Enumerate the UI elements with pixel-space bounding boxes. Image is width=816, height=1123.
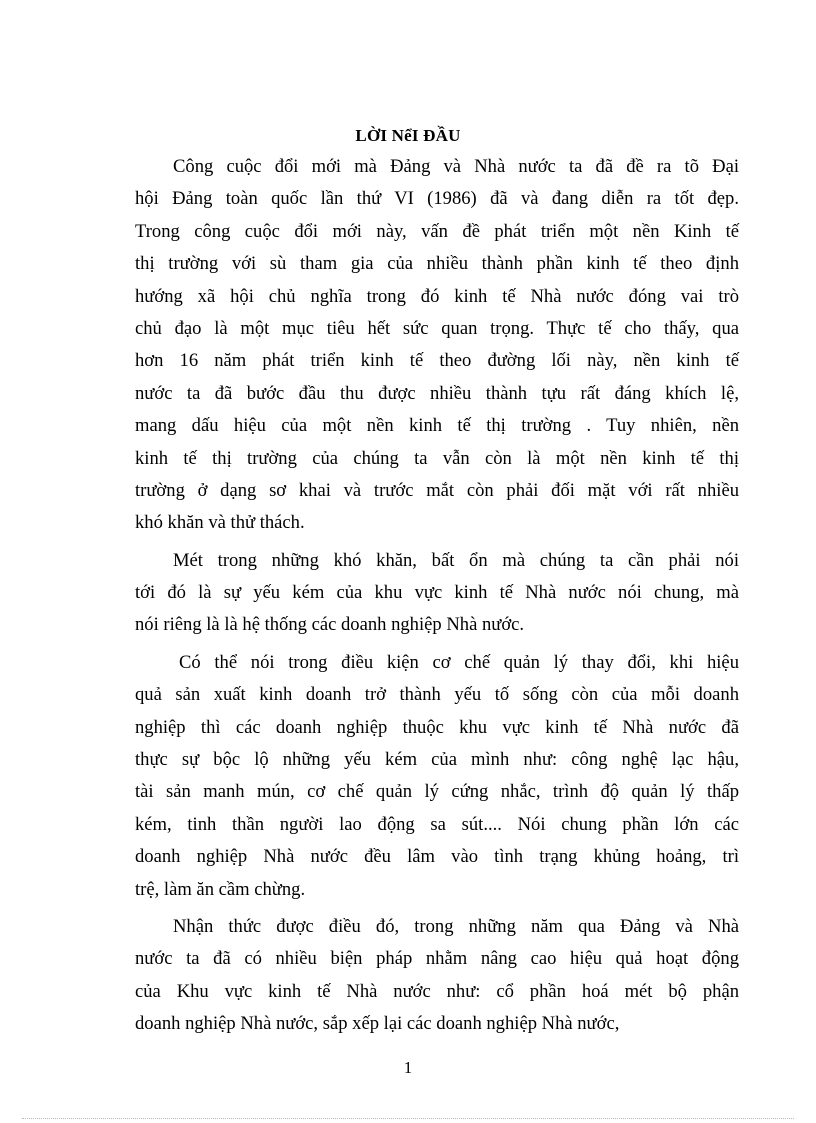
paragraph-line: hội Đảng toàn quốc lần thứ VI (1986) đã và đang diễn ra tốt đẹp. <box>135 188 739 210</box>
paragraph-line: Mét trong những khó khăn, bất ổn mà chúng ta cần phải nói <box>173 549 739 571</box>
document-body <box>135 151 739 1041</box>
paragraph-line: khó khăn và thử thách. <box>135 512 305 534</box>
paragraph-line: tới đó là sự yếu kém của khu vực kinh tế Nhà nước nói chung, mà <box>135 582 739 604</box>
paragraph-line: doanh nghiệp Nhà nước, sắp xếp lại các doanh nghiệp Nhà nước, <box>135 1013 620 1035</box>
paragraph-line: quả sản xuất kinh doanh trở thành yếu tố sống còn của mỗi doanh <box>135 684 739 706</box>
paragraph-line: trường ở dạng sơ khai và trước mắt còn phải đối mặt với rất nhiều <box>135 479 739 501</box>
paragraph <box>135 545 739 642</box>
paragraph-line: kém, tinh thần người lao động sa sút.... Nói chung phần lớn các <box>135 813 739 835</box>
paragraph <box>135 647 739 906</box>
paragraph-line: chủ đạo là một mục tiêu hết sức quan trọng. Thực tế cho thấy, qua <box>135 317 739 339</box>
paragraph-line: tài sản manh mún, cơ chế quản lý cứng nhắc, trình độ quản lý thấp <box>135 781 739 803</box>
paragraph-line: nước ta đã bước đầu thu được nhiều thành tựu rất đáng khích lệ, <box>135 382 739 404</box>
paragraph-line: Trong công cuộc đổi mới này, vấn đề phát triển một nền Kinh tế <box>135 220 739 242</box>
paragraph-line: hơn 16 năm phát triển kinh tế theo đường lối này, nền kinh tế <box>135 350 739 372</box>
paragraph-line: hướng xã hội chủ nghĩa trong đó kinh tế Nhà nước đóng vai trò <box>135 285 739 307</box>
paragraph-line: của Khu vực kinh tế Nhà nước như: cổ phần hoá mét bộ phận <box>135 980 739 1002</box>
page-bottom-divider <box>22 1118 794 1119</box>
paragraph-line: kinh tế thị trường của chúng ta vẫn còn là một nền kinh tế thị <box>135 447 739 469</box>
paragraph-line: nghiệp thì các doanh nghiệp thuộc khu vực kinh tế Nhà nước đã <box>135 716 739 738</box>
paragraph-line: thực sự bộc lộ những yếu kém của mình như: công nghệ lạc hậu, <box>135 749 739 771</box>
paragraph-line: nói riêng là là hệ thống các doanh nghiệp Nhà nước. <box>135 614 525 636</box>
paragraph-line: mang dấu hiệu của một nền kinh tế thị trường . Tuy nhiên, nền <box>135 415 739 437</box>
paragraph <box>135 151 739 540</box>
paragraph-line: Công cuộc đổi mới mà Đảng và Nhà nước ta đã đề ra tõ Đại <box>173 156 739 177</box>
page-number: 1 <box>403 1058 413 1077</box>
paragraph-line: Nhận thức được điều đó, trong những năm qua Đảng và Nhà <box>173 915 739 937</box>
paragraph-line: nước ta đã có nhiều biện pháp nhằm nâng cao hiệu quả hoạt động <box>135 948 739 970</box>
paragraph-line: Có thể nói trong điều kiện cơ chế quản lý thay đổi, khi hiệu <box>179 651 739 673</box>
paragraph <box>135 911 739 1041</box>
paragraph-line: thị trường với sù tham gia của nhiều thành phần kinh tế theo định <box>135 253 739 275</box>
paragraph-line: doanh nghiệp Nhà nước đều lâm vào tình trạng khủng hoảng, trì <box>135 846 739 868</box>
document-title: LỜI NểI ĐẦU <box>355 126 461 145</box>
paragraph-line: trệ, làm ăn cầm chừng. <box>135 878 306 900</box>
